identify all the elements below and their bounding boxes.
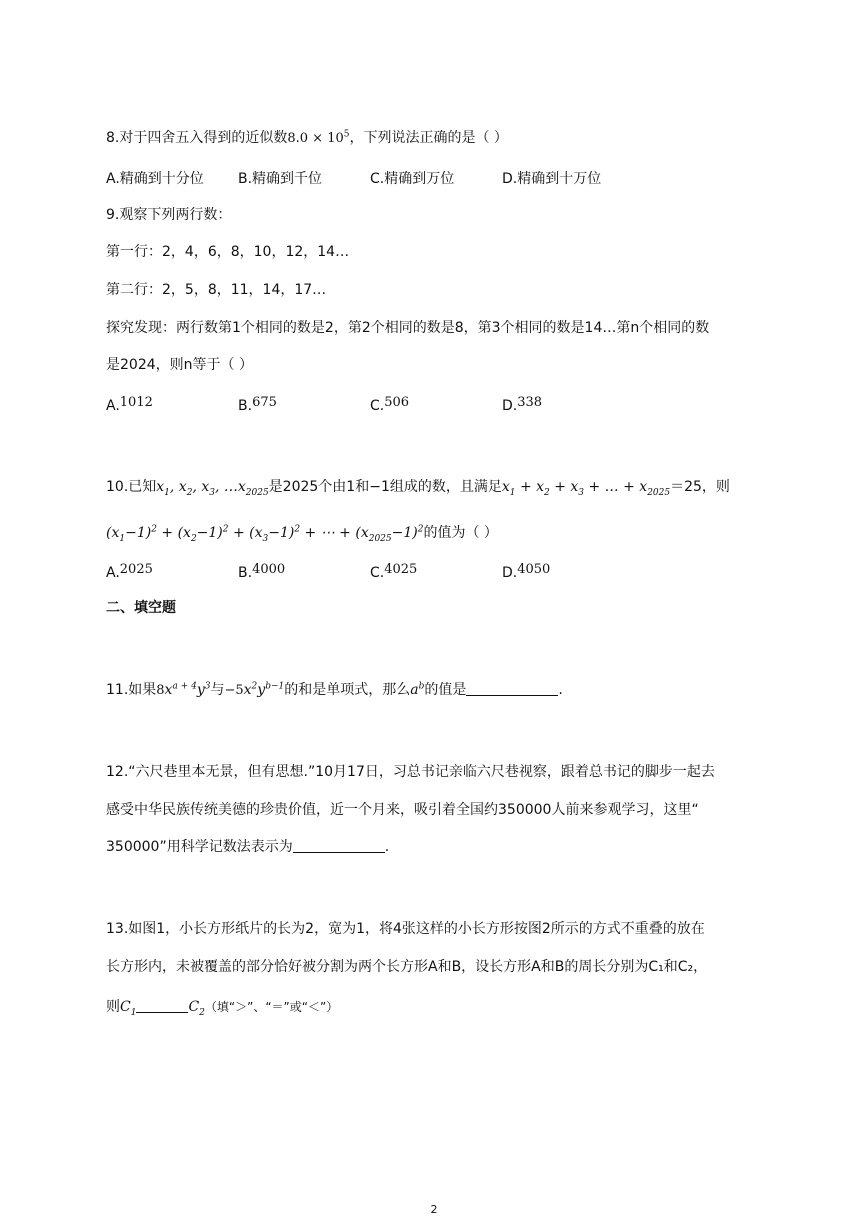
q11-term-2: $-5x^2y^{b-1}$ [224,681,285,698]
q10-option-b: B.4000 [238,562,286,581]
q9-row1-values: 2，4，6，8，10，12，14… [162,244,350,260]
q8-text-a: 8.对于四舍五入得到的近似数 [106,130,288,146]
q10-option-d: D.4050 [502,562,551,581]
q13-answer-blank[interactable] [136,998,188,1013]
q10-text-d: 的值为（ ） [423,525,498,541]
q13-line1: 13.如图1，小长方形纸片的长为2，宽为1，将4张这样的小长方形按图2所示的方式不重叠的放在 [106,921,705,937]
q9-row2-values: 2，5，8，11，14，17… [162,282,327,298]
page-number: 2 [430,1203,438,1216]
q11-text-c: 的和是单项式，那么 [284,682,411,698]
q11-text-e: . [558,682,563,698]
q11-power-ab: $a^b$ [410,681,425,698]
q9-row2-label: 第二行： [106,282,162,298]
q12-line3 [106,837,389,857]
q10-stem [106,477,730,497]
q8-stem [106,128,508,149]
q10-variables: $x_1$, $x_2$, $x_3$, $\dots x_{2025}$ [156,479,269,498]
q9-row1-label: 第一行： [106,244,162,260]
q10-option-c: C.4025 [370,562,418,581]
q12-answer-blank[interactable] [293,838,385,853]
q9-row1 [106,242,349,262]
q11-text-d: 的值是 [424,682,467,698]
q10-square-sum-expression: $(x_1-1)^2 + (x_2-1)^2 + (x_3-1)^2$ + ⋯ + $(x_{2025}-1)^2$ [106,524,424,544]
q8-text-b: ，下列说法正确的是（ ） [349,130,508,146]
q13-fill-hint: （填“＞”、“＝”或“＜”） [204,1000,339,1014]
q11-answer-blank[interactable] [466,681,558,696]
q13-line3-text: 则 [106,999,120,1015]
q13-line3 [106,997,338,1017]
q10-text-c: ＝25，则 [670,479,730,495]
q11-stem [106,680,563,701]
q12-line3-text: 350000”用科学记数法表示为 [106,839,293,855]
q13-c2: $C_2$ [188,999,205,1018]
q8-expression: $8.0 \times 10^5$ [287,129,350,146]
q8-option-d: D.精确到十万位 [502,171,602,187]
q10-stem-cont [106,523,498,543]
q10-sum-expression: $x_1 + x_2 + x_3$ + … + $x_{2025}$ [501,479,671,498]
q9-row2 [106,280,326,300]
q13-c1: $C_1$ [120,999,137,1018]
q11-term-1: $8x^{a + 4}y^3$ [156,681,211,698]
q12-line1: 12.“六尺巷里本无景，但有思想.”10月17日，习总书记亲临六尺巷视察，跟着总书记的脚步一起去 [106,764,715,780]
q9-discovery-cont: 是2024，则n等于（ ） [106,357,253,373]
q11-text-a: 11.如果 [106,682,157,698]
q8-option-c: C.精确到万位 [370,171,455,187]
q12-line2: 感受中华民族传统美德的珍贵价值，近一个月来，吸引着全国约350000人前来参观学习，这里“ [106,802,699,818]
q8-option-b: B.精确到千位 [238,171,323,187]
q9-intro: 9.观察下列两行数： [106,207,232,223]
q9-discovery: 探究发现：两行数第1个相同的数是2，第2个相同的数是8，第3个相同的数是14…第n个相同的数 [106,320,710,336]
q13-line2: 长方形内，未被覆盖的部分恰好被分割为两个长方形A和B，设长方形A和B的周长分别为C₁和C₂， [106,959,708,975]
q9-option-b: B.675 [238,395,277,414]
q9-option-c: C.506 [370,395,410,414]
q10-text-b: 是2025个由1和−1组成的数，且满足 [268,479,502,495]
q11-text-b: 与 [210,682,225,698]
q10-text-a: 10.已知 [106,479,157,495]
q10-option-a: A.2025 [106,562,153,581]
section-title-fill-in: 二、填空题 [106,600,176,616]
q12-line3-end: . [384,839,390,855]
q9-option-a: A.1012 [106,395,153,414]
q9-option-d: D.338 [502,395,543,414]
q8-option-a: A.精确到十分位 [106,171,204,187]
